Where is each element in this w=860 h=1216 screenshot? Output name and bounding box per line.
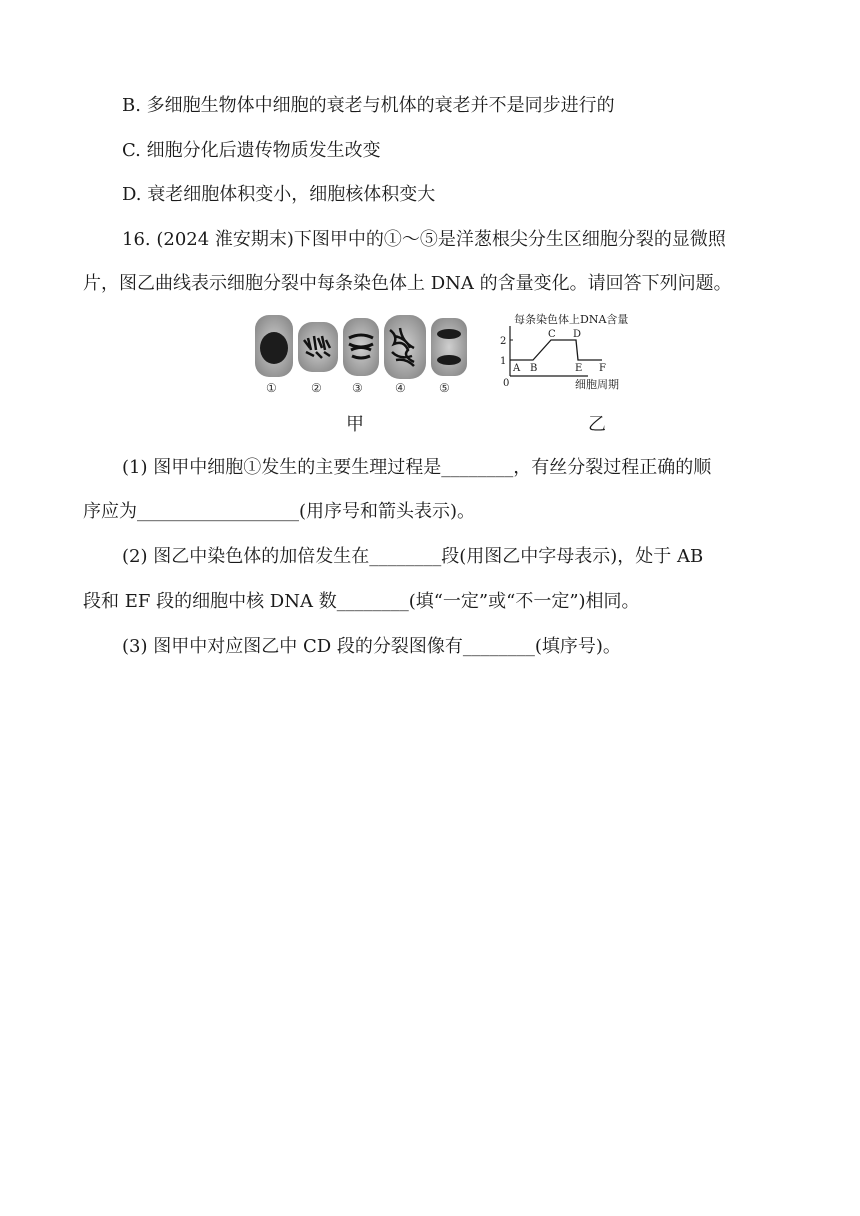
graph-point-label-D: D	[573, 329, 582, 340]
figure-jia-label: 甲	[346, 414, 364, 435]
graph-series	[500, 329, 606, 374]
sub-question-1-line1: (1) 图甲中细胞①发生的主要生理过程是________，有丝分裂过程正确的顺	[122, 457, 712, 478]
sub-question-2-line2: 段和 EF 段的细胞中核 DNA 数________(填“一定”或“不一定”)相同。	[83, 591, 640, 612]
option-b: B. 多细胞生物体中细胞的衰老与机体的衰老并不是同步进行的	[122, 95, 615, 116]
dna-content-graph	[498, 310, 658, 394]
graph-y-tick-1: 1	[500, 356, 507, 367]
cell-label-1: ①	[266, 381, 277, 395]
cell-label-3: ③	[352, 381, 363, 395]
sub-question-2-line1: (2) 图乙中染色体的加倍发生在________段(用图乙中字母表示)，处于 AB	[122, 546, 704, 567]
graph-y-tick-2: 2	[500, 336, 507, 347]
cell-2-image	[298, 322, 338, 372]
graph-origin: 0	[503, 378, 510, 389]
question-16-line1: 16. (2024 淮安期末)下图甲中的①～⑤是洋葱根尖分生区细胞分裂的显微照	[122, 229, 726, 250]
cell-4-image	[384, 315, 426, 379]
cell-label-4: ④	[395, 381, 406, 395]
graph-x-axis-label: 细胞周期	[575, 378, 619, 391]
graph-point-label-A: A	[513, 363, 521, 374]
graph-point-label-E: E	[575, 363, 583, 374]
cell-1-image	[255, 315, 293, 377]
graph-point-label-C: C	[548, 329, 556, 340]
cell-5-image	[431, 318, 467, 376]
cell-label-5: ⑤	[439, 381, 450, 395]
figure-yi-label: 乙	[588, 414, 606, 435]
graph-point-label-F: F	[599, 363, 606, 374]
option-d: D. 衰老细胞体积变小，细胞核体积变大	[122, 184, 436, 205]
cell-label-2: ②	[311, 381, 322, 395]
option-c: C. 细胞分化后遗传物质发生改变	[122, 140, 381, 161]
graph-y-axis-label: 每条染色体上DNA含量	[514, 313, 629, 326]
sub-question-1-line2: 序应为__________________(用序号和箭头表示)。	[83, 501, 476, 522]
graph-point-label-B: B	[530, 363, 538, 374]
graph-line	[510, 340, 602, 360]
sub-question-3-line1: (3) 图甲中对应图乙中 CD 段的分裂图像有________(填序号)。	[122, 636, 621, 657]
question-16-line2: 片，图乙曲线表示细胞分裂中每条染色体上 DNA 的含量变化。请回答下列问题。	[83, 273, 732, 294]
cell-3-image	[343, 318, 379, 376]
micrograph-cells	[250, 312, 472, 382]
